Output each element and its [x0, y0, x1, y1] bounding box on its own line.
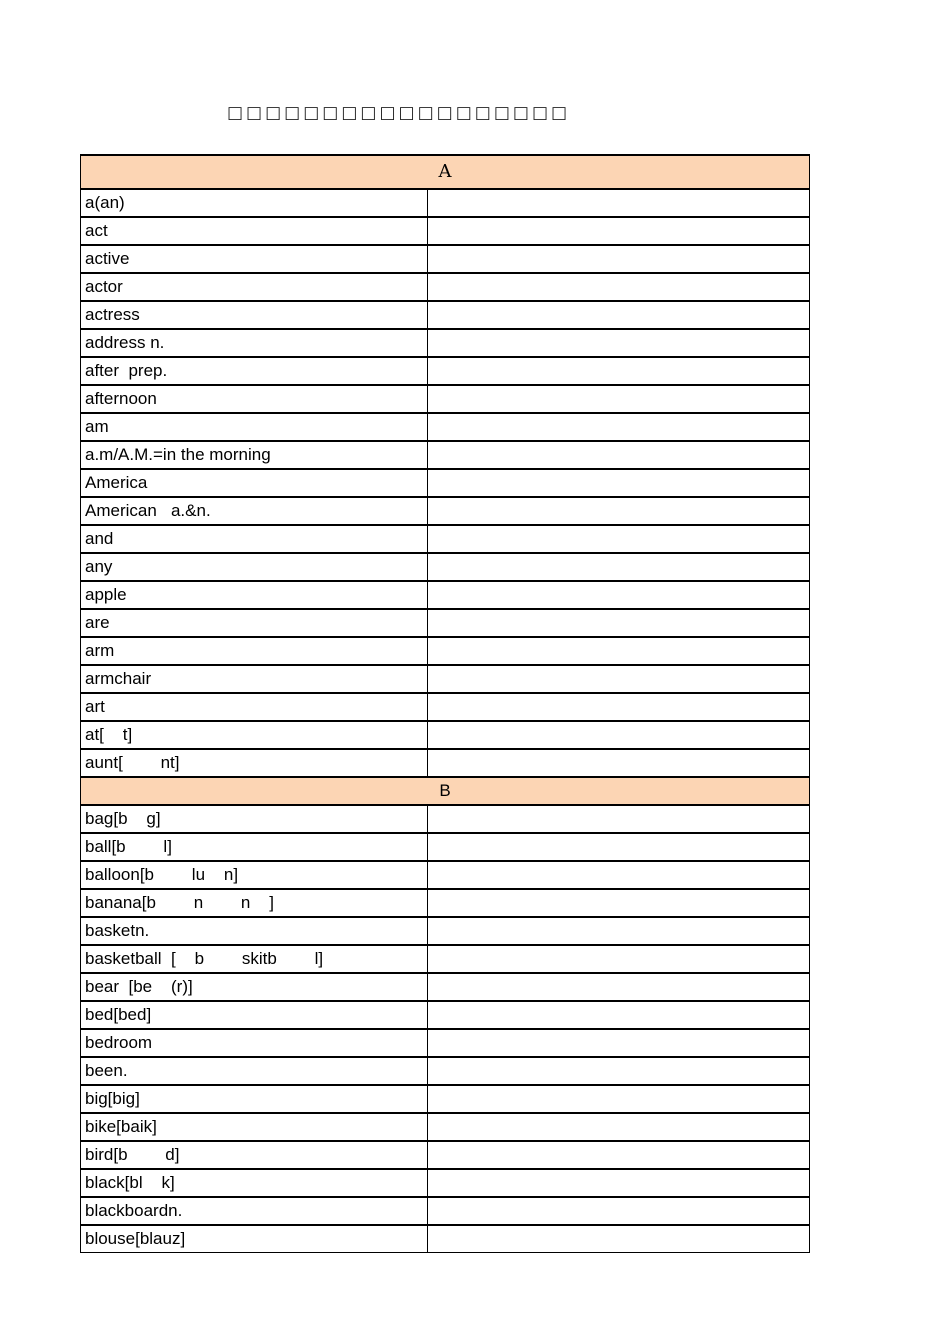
meaning-cell [428, 973, 810, 1001]
table-row [81, 273, 810, 301]
meaning-cell [428, 609, 810, 637]
word-cell: ball[b l] [81, 833, 428, 861]
meaning-cell [428, 413, 810, 441]
word-cell: bag[b g] [81, 805, 428, 833]
table-row [81, 189, 810, 217]
table-row [81, 945, 810, 973]
page-title: □□□□□□□□□□□□□□□□□□ [227, 103, 571, 123]
word-cell: banana[b n n ] [81, 889, 428, 917]
meaning-cell [428, 1085, 810, 1113]
meaning-cell [428, 1113, 810, 1141]
table-row [81, 329, 810, 357]
table-row [81, 357, 810, 385]
word-cell: any [81, 553, 428, 581]
meaning-cell [428, 833, 810, 861]
meaning-cell [428, 1057, 810, 1085]
table-row [81, 581, 810, 609]
word-cell: black[bl k] [81, 1169, 428, 1197]
table-row [81, 973, 810, 1001]
table-row [81, 861, 810, 889]
word-cell: am [81, 413, 428, 441]
table-row [81, 1225, 810, 1253]
word-cell: actor [81, 273, 428, 301]
word-cell: actress [81, 301, 428, 329]
meaning-cell [428, 553, 810, 581]
word-cell: bird[b d] [81, 1141, 428, 1169]
table-row [81, 553, 810, 581]
vocabulary-table [80, 154, 810, 1253]
word-cell: basketn. [81, 917, 428, 945]
word-cell: American a.&n. [81, 497, 428, 525]
meaning-cell [428, 525, 810, 553]
word-cell: big[big] [81, 1085, 428, 1113]
meaning-cell [428, 357, 810, 385]
word-cell: armchair [81, 665, 428, 693]
table-row [81, 385, 810, 413]
meaning-cell [428, 189, 810, 217]
meaning-cell [428, 693, 810, 721]
word-cell: bedroom [81, 1029, 428, 1057]
word-cell: balloon[b lu n] [81, 861, 428, 889]
table-row [81, 1085, 810, 1113]
word-cell: afternoon [81, 385, 428, 413]
word-cell: act [81, 217, 428, 245]
meaning-cell [428, 301, 810, 329]
table-row [81, 833, 810, 861]
table-row [81, 609, 810, 637]
table-row [81, 1169, 810, 1197]
word-cell: bed[bed] [81, 1001, 428, 1029]
word-cell: America [81, 469, 428, 497]
word-cell: and [81, 525, 428, 553]
table-row [81, 1197, 810, 1225]
meaning-cell [428, 469, 810, 497]
table-row [81, 245, 810, 273]
table-row [81, 441, 810, 469]
table-row [81, 721, 810, 749]
table-row [81, 665, 810, 693]
meaning-cell [428, 721, 810, 749]
table-row [81, 301, 810, 329]
meaning-cell [428, 889, 810, 917]
meaning-cell [428, 1029, 810, 1057]
meaning-cell [428, 637, 810, 665]
vocabulary-table-body [81, 155, 810, 1253]
table-row [81, 637, 810, 665]
table-row [81, 497, 810, 525]
meaning-cell [428, 805, 810, 833]
section-letter: A [81, 155, 810, 189]
meaning-cell [428, 385, 810, 413]
meaning-cell [428, 1169, 810, 1197]
word-cell: arm [81, 637, 428, 665]
meaning-cell [428, 273, 810, 301]
table-row [81, 469, 810, 497]
meaning-cell [428, 441, 810, 469]
word-cell: apple [81, 581, 428, 609]
meaning-cell [428, 665, 810, 693]
meaning-cell [428, 581, 810, 609]
section-header-b [81, 777, 810, 805]
word-cell: basketball [ b skitb l] [81, 945, 428, 973]
word-cell: at[ t] [81, 721, 428, 749]
meaning-cell [428, 945, 810, 973]
meaning-cell [428, 1001, 810, 1029]
table-row [81, 805, 810, 833]
table-row [81, 917, 810, 945]
table-row [81, 1141, 810, 1169]
word-cell: blackboardn. [81, 1197, 428, 1225]
word-cell: bear [be (r)] [81, 973, 428, 1001]
word-cell: after prep. [81, 357, 428, 385]
word-cell: been. [81, 1057, 428, 1085]
meaning-cell [428, 861, 810, 889]
word-cell: active [81, 245, 428, 273]
meaning-cell [428, 749, 810, 777]
table-row [81, 749, 810, 777]
table-row [81, 217, 810, 245]
meaning-cell [428, 217, 810, 245]
table-row [81, 1113, 810, 1141]
word-cell: blouse[blauz] [81, 1225, 428, 1253]
word-cell: a.m/A.M.=in the morning [81, 441, 428, 469]
table-row [81, 693, 810, 721]
word-cell: are [81, 609, 428, 637]
section-letter: B [81, 777, 810, 805]
word-cell: aunt[ nt] [81, 749, 428, 777]
word-cell: address n. [81, 329, 428, 357]
meaning-cell [428, 1225, 810, 1253]
section-header-a [81, 155, 810, 189]
table-row [81, 1029, 810, 1057]
meaning-cell [428, 497, 810, 525]
table-row [81, 1001, 810, 1029]
word-cell: a(an) [81, 189, 428, 217]
table-row [81, 525, 810, 553]
table-row [81, 1057, 810, 1085]
meaning-cell [428, 917, 810, 945]
meaning-cell [428, 1197, 810, 1225]
table-row [81, 413, 810, 441]
meaning-cell [428, 329, 810, 357]
meaning-cell [428, 1141, 810, 1169]
word-cell: art [81, 693, 428, 721]
meaning-cell [428, 245, 810, 273]
table-row [81, 889, 810, 917]
word-cell: bike[baik] [81, 1113, 428, 1141]
